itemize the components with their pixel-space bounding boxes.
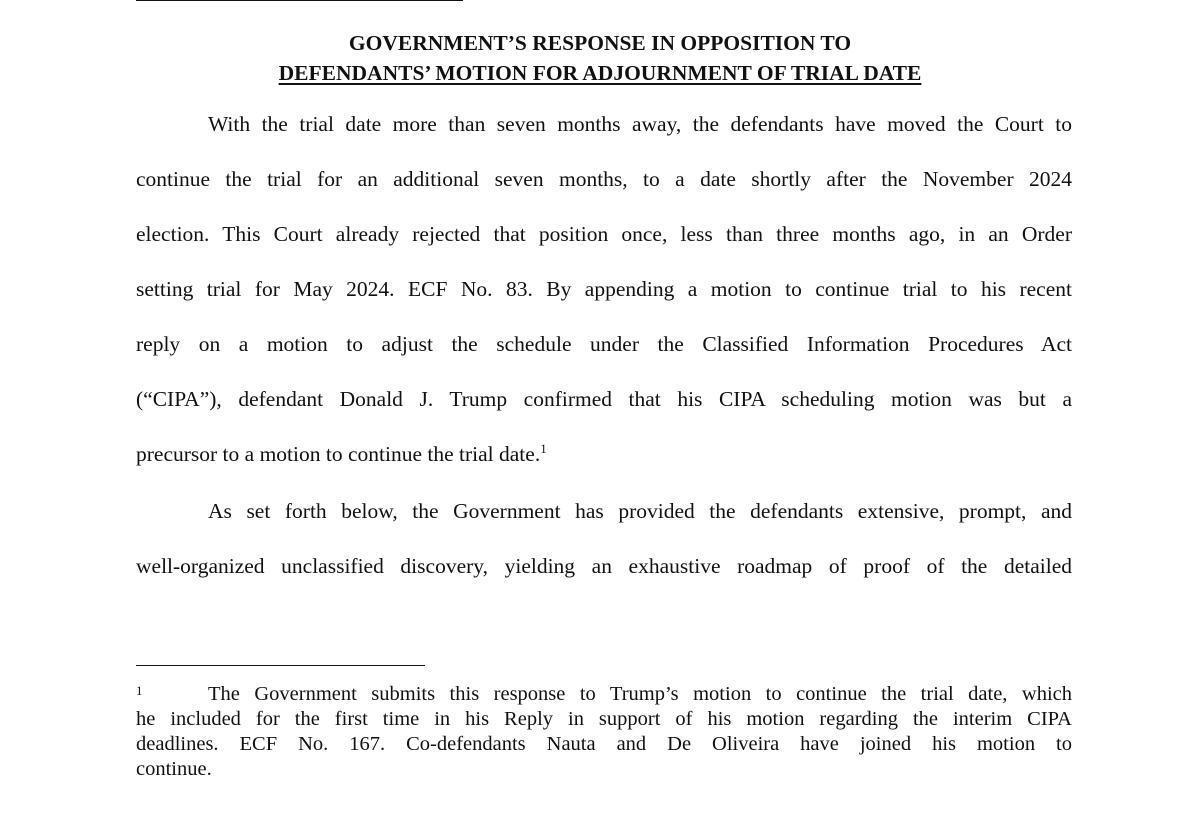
paragraph-line: As set forth below, the Government has provided the defendants extensive, prompt, and: [208, 499, 1072, 523]
paragraph-line: election. This Court already rejected that position once, less than three months ago, in an Order: [136, 222, 1072, 246]
footnote-line-last: continue.: [136, 758, 212, 780]
paragraph-line: setting trial for May 2024. ECF No. 83. By appending a motion to continue trial to his recent: [136, 277, 1072, 301]
footnote-line: The Government submits this response to Trump’s motion to continue the trial date, which: [208, 683, 1072, 705]
footnote-line: deadlines. ECF No. 167. Co-defendants Nauta and De Oliveira have joined his motion to: [136, 733, 1072, 755]
footnote-separator: [136, 665, 425, 666]
footnote-reference[interactable]: 1: [540, 441, 547, 456]
footnote-number: 1: [136, 683, 143, 698]
paragraph-line: well-organized unclassified discovery, yielding an exhaustive roadmap of proof of the detailed: [136, 554, 1072, 578]
footnote-line: he included for the first time in his Reply in support of his motion regarding the interim CIPA: [136, 708, 1072, 730]
heading-line-2: DEFENDANTS’ MOTION FOR ADJOURNMENT OF TRIAL DATE: [278, 61, 922, 85]
paragraph-line: With the trial date more than seven months away, the defendants have moved the Court to: [208, 112, 1072, 136]
paragraph-line: (“CIPA”), defendant Donald J. Trump confirmed that his CIPA scheduling motion was but a: [136, 387, 1072, 411]
heading-line-1: GOVERNMENT’S RESPONSE IN OPPOSITION TO: [348, 31, 852, 55]
top-rule: [136, 0, 463, 1]
paragraph-line-last: precursor to a motion to continue the trial date.$^1$: [136, 441, 547, 466]
paragraph-line: reply on a motion to adjust the schedule under the Classified Information Procedures Act: [136, 332, 1072, 356]
paragraph-line: continue the trial for an additional seven months, to a date shortly after the November 2024: [136, 167, 1072, 191]
